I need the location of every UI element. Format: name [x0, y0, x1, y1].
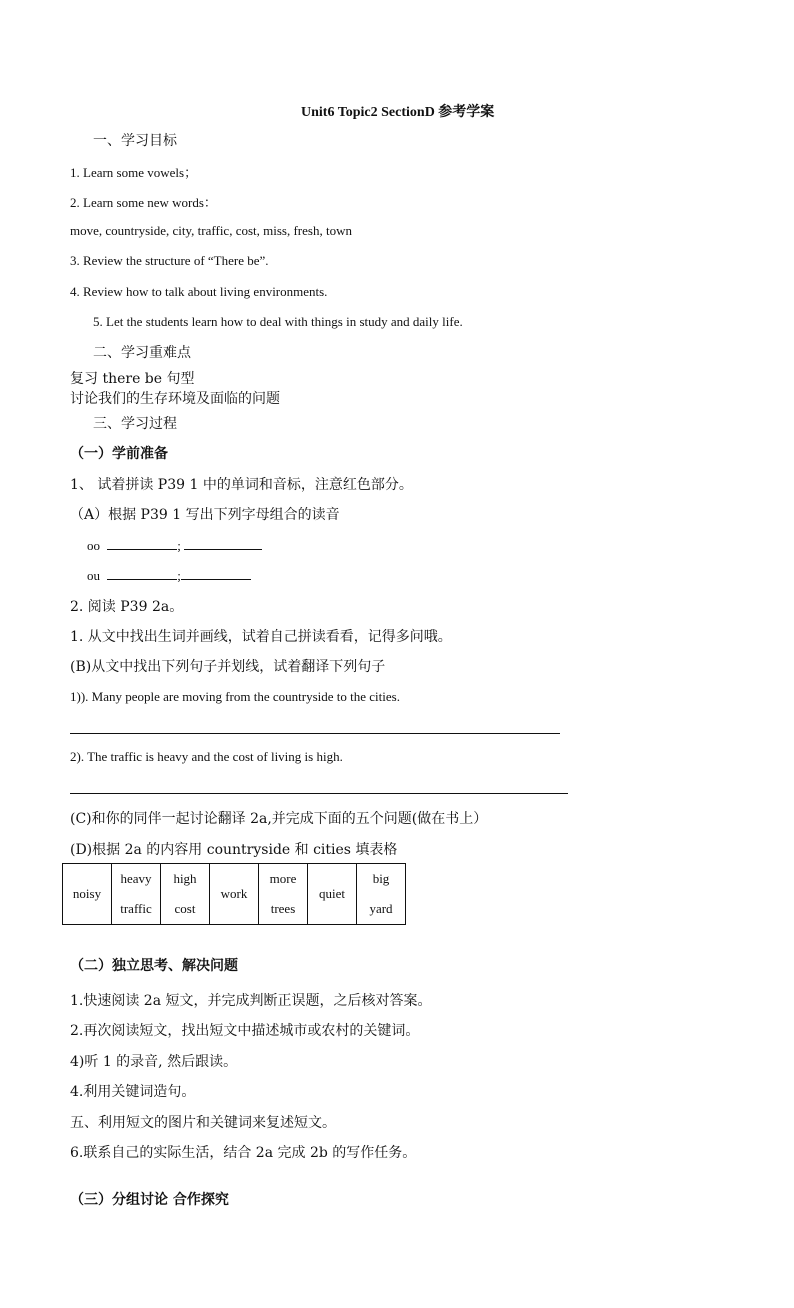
oo-blank-2[interactable]: [184, 537, 262, 550]
goal-item: 5. Let the students learn how to deal with things in study and daily life.: [93, 314, 463, 329]
goal-item: 2. Learn some new words：: [70, 195, 217, 210]
ou-answer-row: ou ;: [87, 567, 251, 584]
answer-line-2[interactable]: [70, 793, 568, 794]
oo-blank-1[interactable]: [107, 537, 177, 550]
task-item: 2.再次阅读短文，找出短文中描述城市或农村的关键词。: [70, 1023, 420, 1039]
task-item: 4)听 1 的录音, 然后跟读。: [70, 1054, 238, 1070]
goal-item: 3. Review the structure of “There be”.: [70, 253, 269, 268]
oo-answer-row: oo ;: [87, 537, 262, 554]
ou-blank-2[interactable]: [181, 567, 251, 580]
task-item: 4.利用关键词造句。: [70, 1084, 196, 1100]
section-heading-goals: 一、学习目标: [93, 133, 177, 149]
instruction-line: 1. 从文中找出生词并画线，试着自己拼读看看，记得多问哦。: [70, 629, 452, 645]
instruction-line: (C)和你的同伴一起讨论翻译 2a,并完成下面的五个问题(做在书上）: [70, 811, 488, 827]
task-item: 五、利用短文的图片和关键词来复述短文。: [70, 1115, 336, 1131]
fill-table: [62, 863, 406, 925]
goal-item: move, countryside, city, traffic, cost, miss, fresh, town: [70, 223, 352, 238]
instruction-line: 2. 阅读 P39 2a。: [70, 599, 184, 615]
section-heading-process: 三、学习过程: [93, 416, 177, 432]
table-cell[interactable]: work: [210, 864, 259, 925]
instruction-line: 1、 试着拼读 P39 1 中的单词和音标，注意红色部分。: [70, 477, 413, 493]
table-cell[interactable]: heavy traffic: [112, 864, 161, 925]
part1-heading: （一）学前准备: [70, 446, 168, 462]
section-heading-keypoints: 二、学习重难点: [93, 345, 191, 361]
ou-blank-1[interactable]: [107, 567, 177, 580]
table-cell[interactable]: big yard: [357, 864, 406, 925]
table-row: [63, 864, 406, 925]
goal-item: 4. Review how to talk about living environments.: [70, 284, 328, 299]
instruction-line: (B)从文中找出下列句子并划线，试着翻译下列句子: [70, 659, 386, 675]
table-cell[interactable]: quiet: [308, 864, 357, 925]
table-cell[interactable]: more trees: [259, 864, 308, 925]
task-item: 1.快速阅读 2a 短文，并完成判断正误题，之后核对答案。: [70, 993, 432, 1009]
sentence-1: 1)). Many people are moving from the countryside to the cities.: [70, 689, 400, 704]
answer-line-1[interactable]: [70, 733, 560, 734]
instruction-line: （A）根据 P39 1 写出下列字母组合的读音: [70, 507, 340, 523]
page-title: Unit6 Topic2 SectionD 参考学案: [301, 105, 495, 120]
part2-heading: （二）独立思考、解决问题: [70, 958, 238, 974]
keypoint-item: 复习 there be 句型: [70, 371, 195, 387]
keypoint-item: 讨论我们的生存环境及面临的问题: [70, 391, 280, 407]
task-item: 6.联系自己的实际生活，结合 2a 完成 2b 的写作任务。: [70, 1145, 417, 1161]
ou-label: ou: [87, 568, 100, 583]
table-cell[interactable]: high cost: [161, 864, 210, 925]
table-cell[interactable]: noisy: [63, 864, 112, 925]
instruction-line: (D)根据 2a 的内容用 countryside 和 cities 填表格: [70, 842, 398, 858]
oo-label: oo: [87, 538, 100, 553]
sentence-2: 2). The traffic is heavy and the cost of living is high.: [70, 749, 343, 764]
goal-item: 1. Learn some vowels；: [70, 165, 198, 180]
part3-heading: （三）分组讨论 合作探究: [70, 1192, 229, 1208]
